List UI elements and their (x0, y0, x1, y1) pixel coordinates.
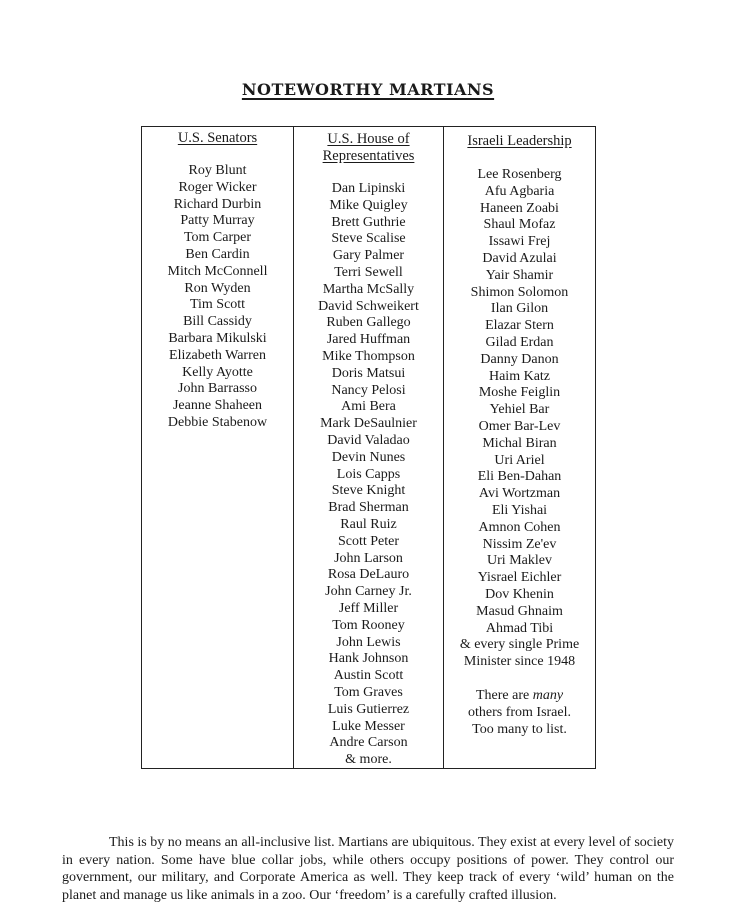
israeli-leader-name: Omer Bar-Lev (478, 418, 561, 434)
representative-name: Rosa DeLauro (327, 567, 410, 583)
israeli-leader-name: Amnon Cohen (478, 519, 561, 535)
israeli-leader-name: Michal Biran (482, 435, 557, 451)
israeli-leader-name: Eli Ben-Dahan (477, 469, 562, 485)
house-header-line2: Representatives (322, 148, 415, 164)
representative-name: Steve Knight (331, 483, 406, 499)
senator-name: Richard Durbin (173, 196, 262, 212)
israeli-leader-name: Uri Maklev (487, 553, 552, 569)
israeli-leader-name: Elazar Stern (485, 318, 554, 334)
representative-name: Andre Carson (329, 735, 408, 751)
senator-name: Debbie Stabenow (167, 414, 268, 430)
representative-name: Mark DeSaulnier (320, 416, 417, 432)
senator-name: Barbara Mikulski (168, 330, 267, 346)
senator-name: Ron Wyden (184, 280, 251, 296)
senator-name: Elizabeth Warren (169, 347, 266, 363)
page-title: NOTEWORTHY MARTIANS (241, 80, 495, 99)
israeli-leader-name: Danny Danon (480, 351, 559, 367)
representative-name: Nancy Pelosi (331, 382, 406, 398)
senator-name: Ben Cardin (185, 246, 250, 262)
israeli-leader-name: David Azulai (482, 250, 557, 266)
israeli-leader-name: Nissim Ze'ev (482, 536, 557, 552)
israeli-leader-name: Eli Yishai (491, 502, 548, 518)
israeli-leader-name: Yair Shamir (485, 267, 554, 283)
israeli-list (444, 167, 595, 671)
representative-name: John Carney Jr. (325, 584, 412, 600)
representative-name: Mike Quigley (329, 197, 408, 213)
senator-name: Kelly Ayotte (182, 364, 253, 380)
note-text-start: There are (475, 687, 533, 703)
representative-name: Martha McSally (322, 281, 415, 297)
senator-name: Tim Scott (189, 297, 246, 313)
senator-name: Mitch McConnell (167, 263, 268, 279)
footer-paragraph: This is by no means an all-inclusive list. Martians are ubiquitous. They exist at every level of society in every nation. Some have blue collar jobs, while others occupy positions of power. They control our government, our military, and Corporate America as well. They keep track of every ‘wild’ human on the planet and manage us like animals in a zoo. Our ‘freedom’ is a carefully crafted illusion. (62, 835, 674, 903)
note-line-3: Too many to list. (472, 721, 567, 737)
representative-name: Lois Capps (336, 466, 401, 482)
representative-name: David Valadao (327, 432, 410, 448)
representative-name: & more. (345, 752, 392, 768)
israeli-leader-name: Masud Ghnaim (476, 603, 563, 619)
page-title-container (0, 80, 736, 99)
representative-name: Brett Guthrie (331, 214, 406, 230)
note-emphasis: many (532, 687, 564, 703)
house-column (293, 127, 443, 768)
representative-name: Luis Gutierrez (327, 701, 410, 717)
israeli-note (444, 688, 595, 738)
representative-name: David Schweikert (318, 298, 419, 314)
israeli-leader-name: Ahmad Tibi (485, 620, 554, 636)
senator-name: John Barrasso (178, 381, 257, 397)
israeli-leader-name: Minister since 1948 (463, 654, 576, 670)
representative-name: John Lewis (336, 634, 401, 650)
note-line-1 (444, 688, 595, 705)
senator-name: Jeanne Shaheen (172, 398, 263, 414)
senator-name: Patty Murray (180, 213, 255, 229)
senators-column (142, 127, 293, 768)
representative-name: Mike Thompson (322, 348, 415, 364)
israeli-leader-name: Haneen Zoabi (480, 200, 559, 216)
martians-table (141, 126, 596, 769)
representative-name: Brad Sherman (328, 500, 409, 516)
israeli-leader-name: & every single Prime (459, 637, 580, 653)
senator-name: Roy Blunt (188, 163, 247, 178)
representative-name: Terri Sewell (334, 264, 403, 280)
israeli-leader-name: Shaul Mofaz (483, 217, 556, 233)
israeli-leader-name: Avi Wortzman (478, 486, 561, 502)
representative-name: Jeff Miller (338, 600, 399, 616)
representative-name: Devin Nunes (331, 449, 406, 465)
israeli-leader-name: Moshe Feiglin (478, 385, 561, 401)
israeli-leader-name: Uri Ariel (494, 452, 545, 468)
senators-header: U.S. Senators (177, 130, 258, 146)
representative-name: Tom Graves (334, 684, 403, 700)
representative-name: Scott Peter (337, 533, 400, 549)
representative-name: Steve Scalise (331, 231, 406, 247)
israeli-leader-name: Afu Agbaria (484, 183, 555, 199)
representative-name: Gary Palmer (332, 248, 405, 264)
representative-name: Ruben Gallego (326, 315, 411, 331)
representative-name: Raul Ruiz (340, 516, 397, 532)
representative-name: Austin Scott (333, 668, 404, 684)
senator-name: Tom Carper (183, 230, 252, 246)
representative-name: Dan Lipinski (331, 181, 406, 196)
israeli-leader-name: Issawi Frej (488, 234, 551, 250)
israeli-leader-name: Shimon Solomon (470, 284, 569, 300)
representative-name: Ami Bera (341, 399, 396, 415)
israeli-leader-name: Lee Rosenberg (477, 167, 562, 182)
israeli-leader-name: Yisrael Eichler (477, 570, 562, 586)
israeli-leader-name: Dov Khenin (485, 586, 554, 602)
representative-name: Doris Matsui (331, 365, 406, 381)
israeli-header: Israeli Leadership (467, 133, 572, 149)
house-header-line1: U.S. House of (327, 131, 410, 147)
israeli-leader-name: Haim Katz (488, 368, 551, 384)
israeli-leader-name: Yehiel Bar (489, 402, 550, 418)
israeli-column (443, 127, 595, 768)
representative-name: Hank Johnson (328, 651, 409, 667)
note-line-2: others from Israel. (467, 704, 572, 720)
israeli-leader-name: Ilan Gilon (490, 301, 549, 317)
representative-name: Tom Rooney (332, 617, 405, 633)
senator-name: Roger Wicker (178, 179, 257, 195)
house-list (294, 181, 443, 769)
senator-name: Bill Cassidy (183, 314, 252, 330)
senators-list (142, 163, 293, 432)
representative-name: John Larson (334, 550, 403, 566)
representative-name: Jared Huffman (326, 332, 411, 348)
representative-name: Luke Messer (332, 718, 405, 734)
israeli-leader-name: Gilad Erdan (485, 334, 554, 350)
